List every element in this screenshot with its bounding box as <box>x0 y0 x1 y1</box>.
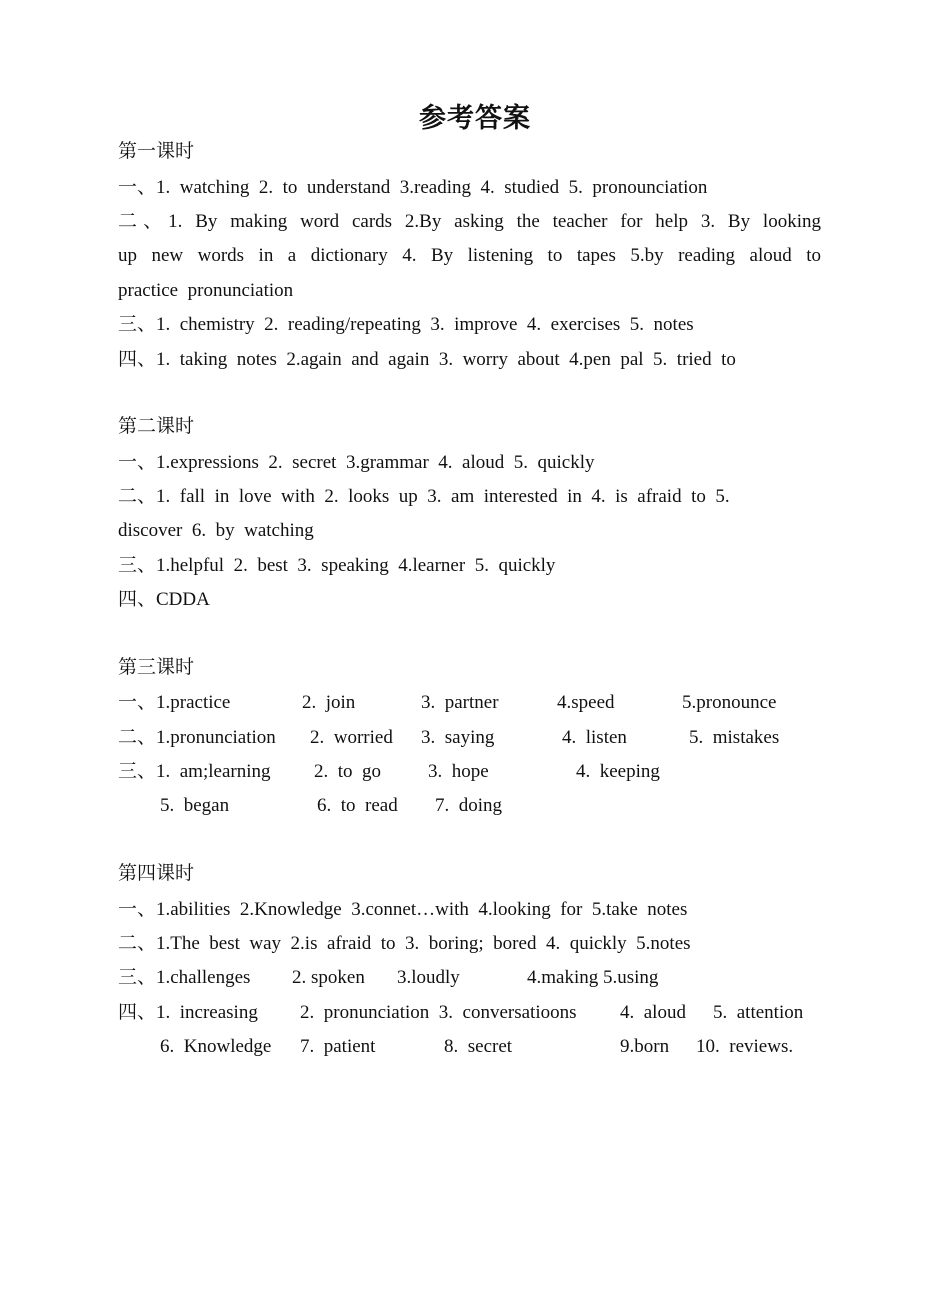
lesson3-s1-item1: 一、1.practice <box>118 692 231 713</box>
lesson2-section1: 一、1.expressions 2. secret 3.grammar 4. aloud 5. quickly <box>118 452 595 473</box>
lesson1-section1: 一、1. watching 2. to understand 3.reading 4. studied 5. pronounciation <box>118 177 708 198</box>
lesson2-section2-line1: 二、1. fall in love with 2. looks up 3. am interested in 4. is afraid to 5. <box>118 486 730 507</box>
page-title: 参考答案 <box>419 103 531 133</box>
lesson3-s1-item5: 5.pronounce <box>682 692 777 713</box>
lesson3-s1-item3: 3. partner <box>421 692 499 713</box>
lesson3-s3-item1: 三、1. am;learning <box>118 761 271 782</box>
lesson4-s4-item1: 四、1. increasing <box>118 1002 258 1023</box>
lesson2-heading: 第二课时 <box>118 416 195 437</box>
lesson4-s4-item9: 9.born <box>620 1036 670 1057</box>
lesson1-heading: 第一课时 <box>118 141 195 162</box>
lesson3-s3-item3: 3. hope <box>428 761 489 782</box>
lesson1-section4: 四、1. taking notes 2.again and again 3. worry about 4.pen pal 5. tried to <box>118 349 736 370</box>
lesson4-heading: 第四课时 <box>118 863 195 884</box>
lesson2-section3: 三、1.helpful 2. best 3. speaking 4.learner 5. quickly <box>118 555 556 576</box>
lesson3-heading: 第三课时 <box>118 657 195 678</box>
lesson4-s3-item3: 3.loudly <box>397 967 460 988</box>
lesson1-section2-line3: practice pronunciation <box>118 280 294 301</box>
lesson3-s2-item4: 4. listen <box>562 727 627 748</box>
lesson3-s3-item4: 4. keeping <box>576 761 660 782</box>
lesson1-section2-line1: 二、1. By making word cards 2.By asking the teacher for help 3. By looking <box>118 211 821 232</box>
lesson2-section2-line2: discover 6. by watching <box>118 520 314 541</box>
lesson2-section4: 四、CDDA <box>118 589 210 610</box>
lesson3-s2-item2: 2. worried <box>310 727 393 748</box>
lesson4-s4-item3: 4. aloud <box>620 1002 686 1023</box>
lesson4-s4-item8: 8. secret <box>444 1036 513 1057</box>
lesson3-s2-item3: 3. saying <box>421 727 495 748</box>
lesson3-s2-item1: 二、1.pronunciation <box>118 727 276 748</box>
lesson3-s3-item2: 2. to go <box>314 761 382 782</box>
lesson4-s3-item4: 4.making 5.using <box>527 967 659 988</box>
lesson1-section3: 三、1. chemistry 2. reading/repeating 3. improve 4. exercises 5. notes <box>118 314 694 335</box>
lesson3-s3-item5: 5. began <box>160 795 230 816</box>
lesson3-s3-item7: 7. doing <box>435 795 503 816</box>
lesson4-s4-item10: 10. reviews. <box>696 1036 794 1057</box>
lesson4-s4-item2: 2. pronunciation 3. conversatioons <box>300 1002 577 1023</box>
lesson3-s1-item2: 2. join <box>302 692 356 713</box>
lesson4-s4-item7: 7. patient <box>300 1036 376 1057</box>
lesson3-s1-item4: 4.speed <box>557 692 615 713</box>
lesson4-s3-item2: 2. spoken <box>292 967 365 988</box>
lesson3-s2-item5: 5. mistakes <box>689 727 780 748</box>
lesson3-s3-item6: 6. to read <box>317 795 398 816</box>
lesson4-s4-item6: 6. Knowledge <box>160 1036 272 1057</box>
lesson4-s4-item4: 5. attention <box>713 1002 804 1023</box>
lesson4-section2: 二、1.The best way 2.is afraid to 3. boring; bored 4. quickly 5.notes <box>118 933 691 954</box>
lesson1-section2-line2: up new words in a dictionary 4. By listening to tapes 5.by reading aloud to <box>118 245 821 266</box>
lesson4-section1: 一、1.abilities 2.Knowledge 3.connet…with 4.looking for 5.take notes <box>118 899 688 920</box>
lesson4-s3-item1: 三、1.challenges <box>118 967 251 988</box>
